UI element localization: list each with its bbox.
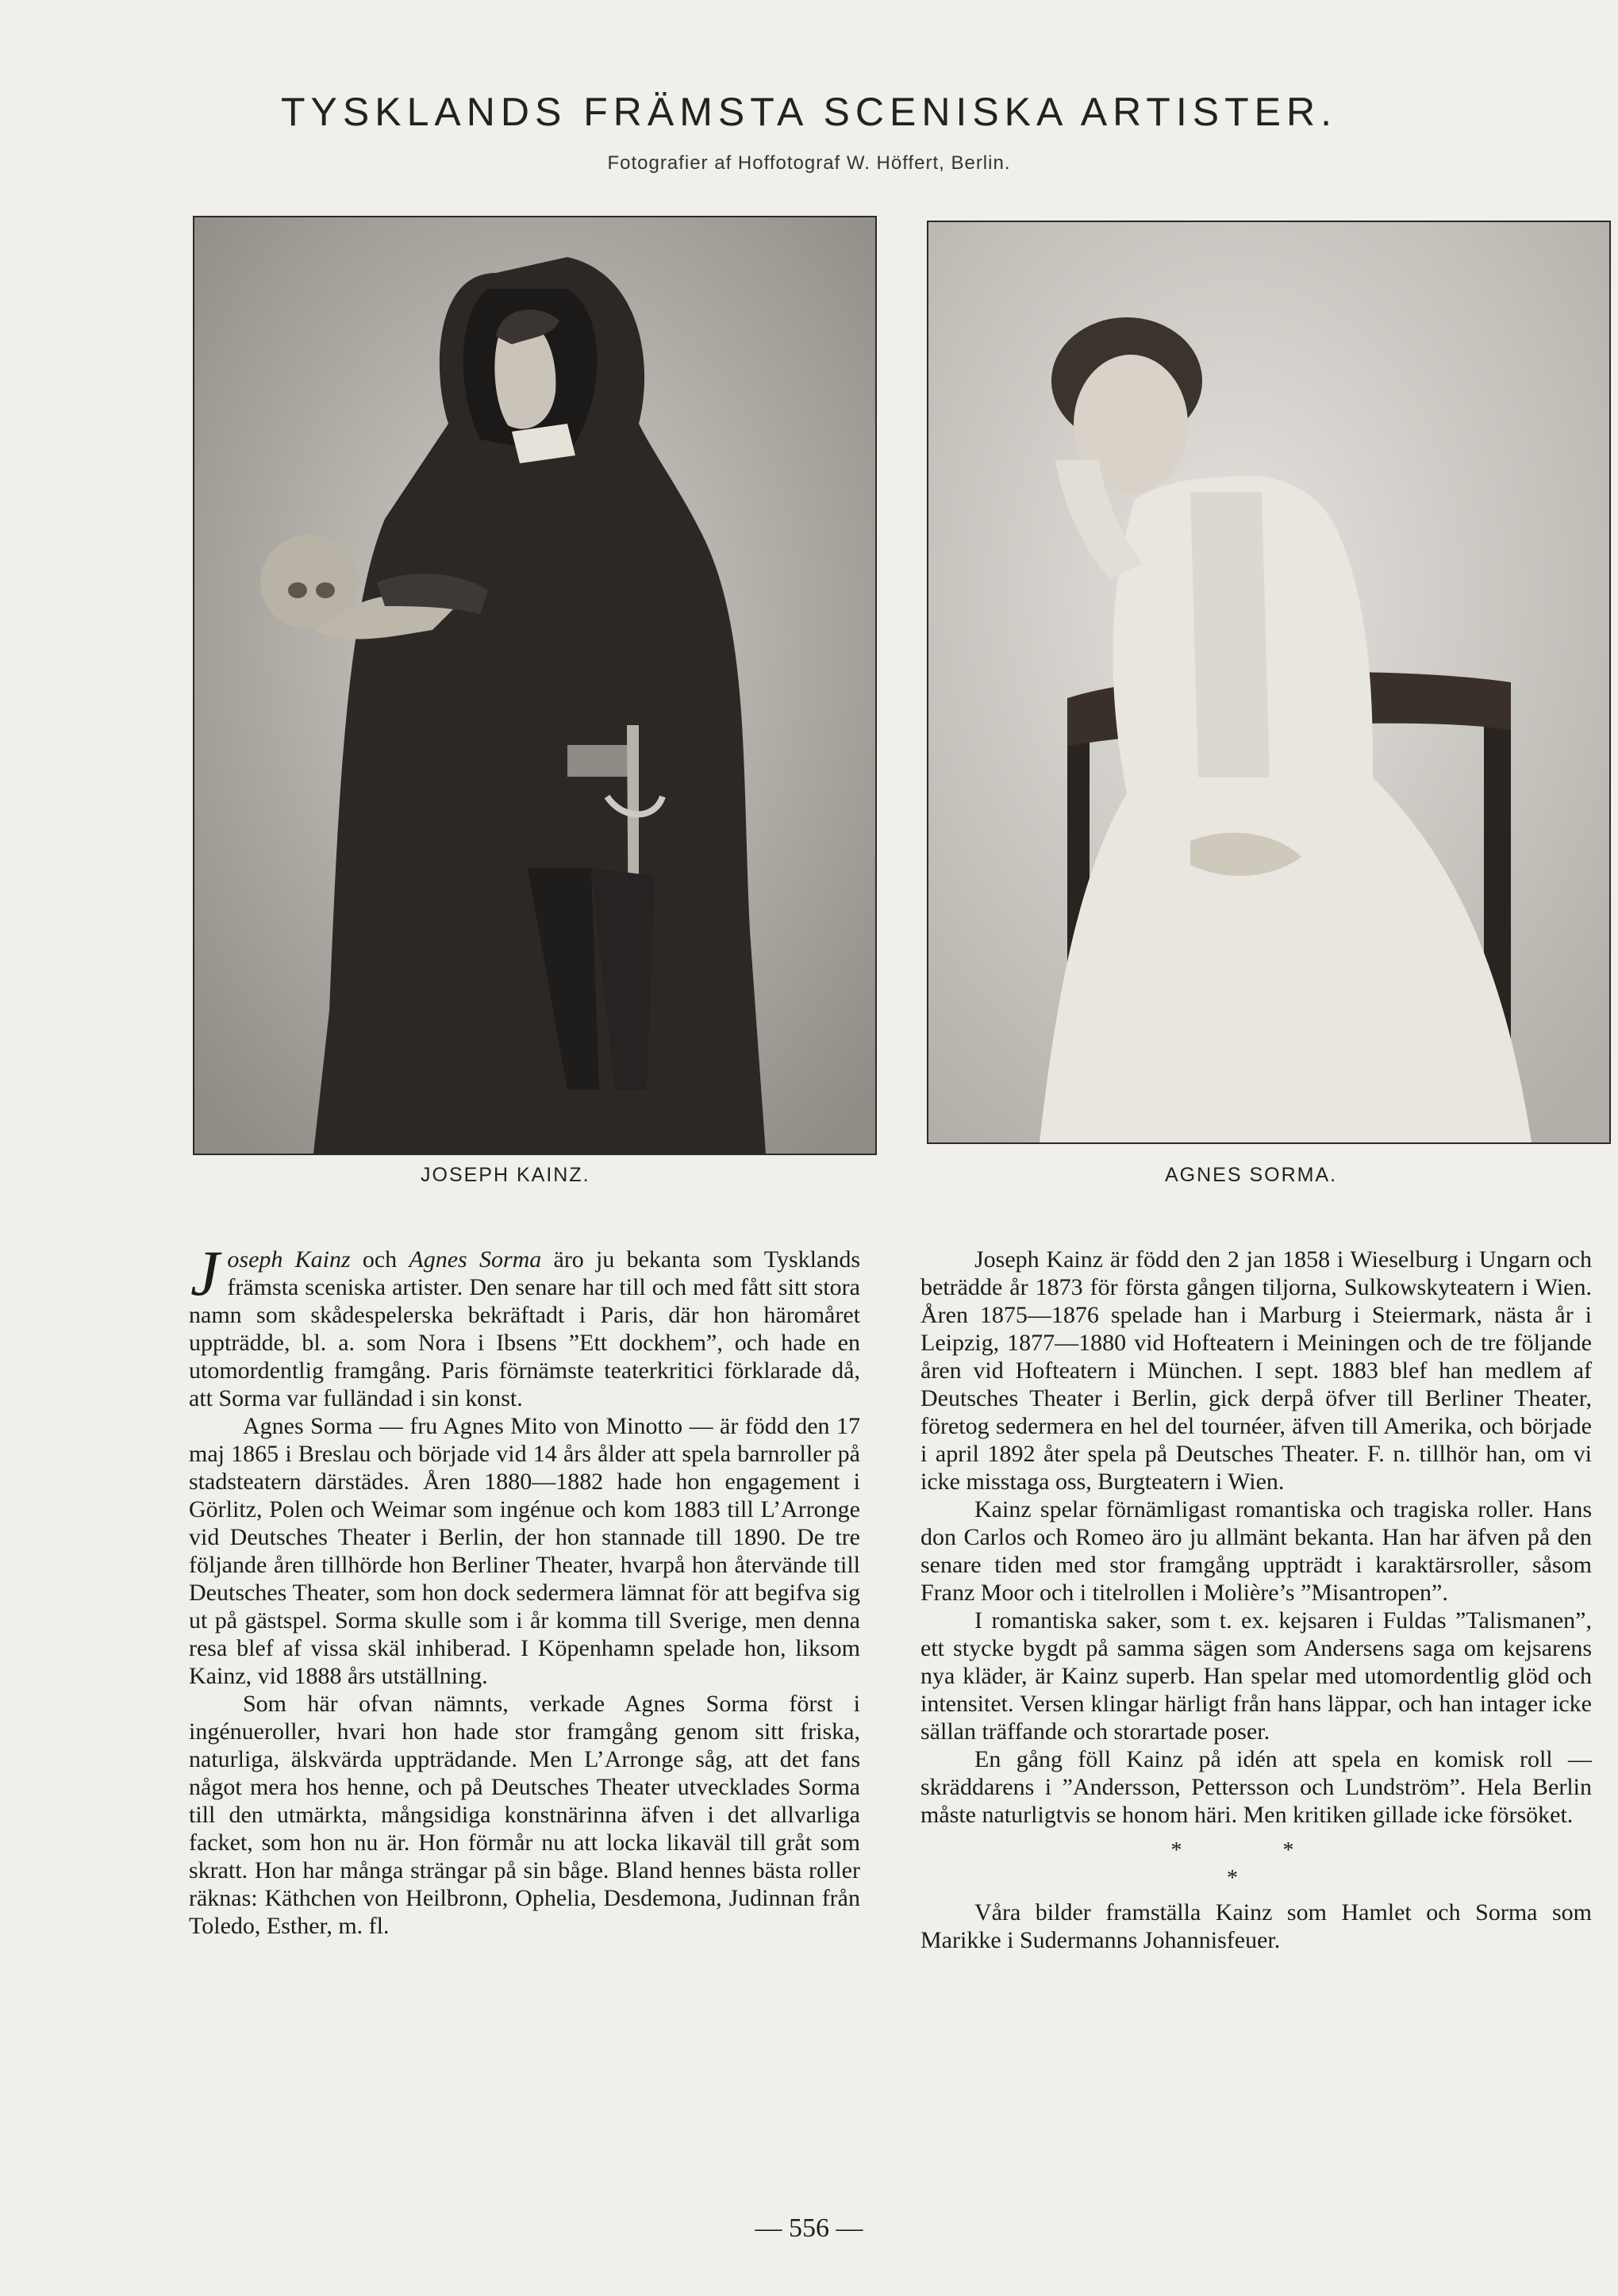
article-column-left xyxy=(189,1237,860,1940)
article-column-right xyxy=(920,1246,1592,1954)
section-divider: * * * xyxy=(1170,1838,1342,1891)
paragraph: Kainz spelar förnämligast romantiska och tragiska roller. Hans don Carlos och Romeo äro ju allmänt bekanta. Han har äfven på den senare tiden med stor framgång uppträdt i karaktärsroller, såsom Franz Moor och i titelrollen i Molière’s ”Misantropen”. xyxy=(920,1496,1592,1606)
photo-agnes-sorma xyxy=(927,221,1611,1144)
paragraph: Agnes Sorma — fru Agnes Mito von Minotto — är född den 17 maj 1865 i Breslau och började vid 14 års ålder att spela barnroller på stadsteatern därstädes. Åren 1880—1882 hade hon engagement i Görlitz, Polen och Weimar som ingénue och kom 1883 till L’Arronge vid Deutsches Theater i Berlin, der hon stannade till 1890. De tre följande åren tillhörde hon Berliner Theater, hvarpå hon återvände till Deutsches Theater, som hon dock sedermera lämnat för att begifva sig ut på gästspel. Sorma skulle som i år komma till Sverige, men denna resa blef af vissa skäl inhiberad. I Köpenhamn spelade hon, liksom Kainz, vid 1888 års utställning. xyxy=(189,1413,860,1689)
paragraph: Som här ofvan nämnts, verkade Agnes Sorma först i ingénueroller, hvari hon hade stor framgång genom sitt friska, naturliga, älskvärda uppträdande. Men L’Arronge såg, att det fans något mera hos henne, och på Deutsches Theater utvecklades Sorma till den utmärkta, mångsidiga konstnärinna äfven i det allvarliga facket, som hon nu är. Hon förmår nu att locka likaväl till gråt som skratt. Hon har många strängar på sin båge. Bland hennes bästa roller räknas: Käthchen von Heilbronn, Ophelia, Desdemona, Judinnan från Toledo, Esther, m. fl. xyxy=(189,1691,860,1939)
drop-cap: J xyxy=(190,1237,220,1309)
paragraph: En gång föll Kainz på idén att spela en komisk roll — skräddarens i ”Andersson, Pettersson och Lundström”. Hela Berlin måste naturligtvis se honom häri. Men kritiken gillade icke försöket. xyxy=(920,1746,1592,1828)
photo-credit: Fotografier af Hoffotograf W. Höffert, Berlin. xyxy=(607,152,1011,174)
caption-agnes-sorma: AGNES SORMA. xyxy=(1165,1164,1338,1186)
paragraph: I romantiska saker, som t. ex. kejsaren i Fuldas ”Talismanen”, ett stycke bygdt på samma sägen som Andersens saga om kejsarens nya kläder, är Kainz superb. Han spelar med utomordentlig glöd och intensitet. Versen klingar härligt från hans läppar, och han intager icke sällan träffande och storartade poser. xyxy=(920,1607,1592,1745)
paragraph: Våra bilder framställa Kainz som Hamlet och Sorma som Marikke i Sudermanns Johannisfeuer. xyxy=(920,1899,1592,1953)
page-number: — 556 — xyxy=(755,2213,863,2243)
paragraph: Joseph Kainz och Agnes Sorma äro ju bekanta som Tysklands främsta sceniska artister. Den senare har till och med fått sitt stora namn som skådespelerska bekräftadt i Paris, där hon häromåret uppträdde, bl. a. som Nora i Ibsens ”Ett dockhem”, och hade en utomordentlig framgång. Paris förnämste teaterkritici förklarade då, att Sorma var fulländad i sin konst. xyxy=(189,1237,860,1411)
page-title: TYSKLANDS FRÄMSTA SCENISKA ARTISTER. xyxy=(281,90,1337,134)
paragraph: Joseph Kainz är född den 2 jan 1858 i Wieselburg i Ungarn och beträdde år 1873 för första gången tiljorna, Sulkowskyteatern i Wien. Åren 1875—1876 spelade han i Marburg i Steiermark, nästa år i Leipzig, 1877—1880 vid Hofteatern i Meiningen och de tre följande åren vid Hofteatern i München. I sept. 1883 blef han medlem af Deutsches Theater i Berlin, gick derpå öfver till Berliner Theater, företog sedermera en hel del tournéer, äfven till Amerika, och började i april 1892 åter spela på Deutsches Theater. F. n. tillhör han, om vi icke misstaga oss, Burgteatern i Wien. xyxy=(920,1246,1592,1495)
photo-joseph-kainz xyxy=(193,216,877,1155)
caption-joseph-kainz: JOSEPH KAINZ. xyxy=(421,1164,590,1186)
